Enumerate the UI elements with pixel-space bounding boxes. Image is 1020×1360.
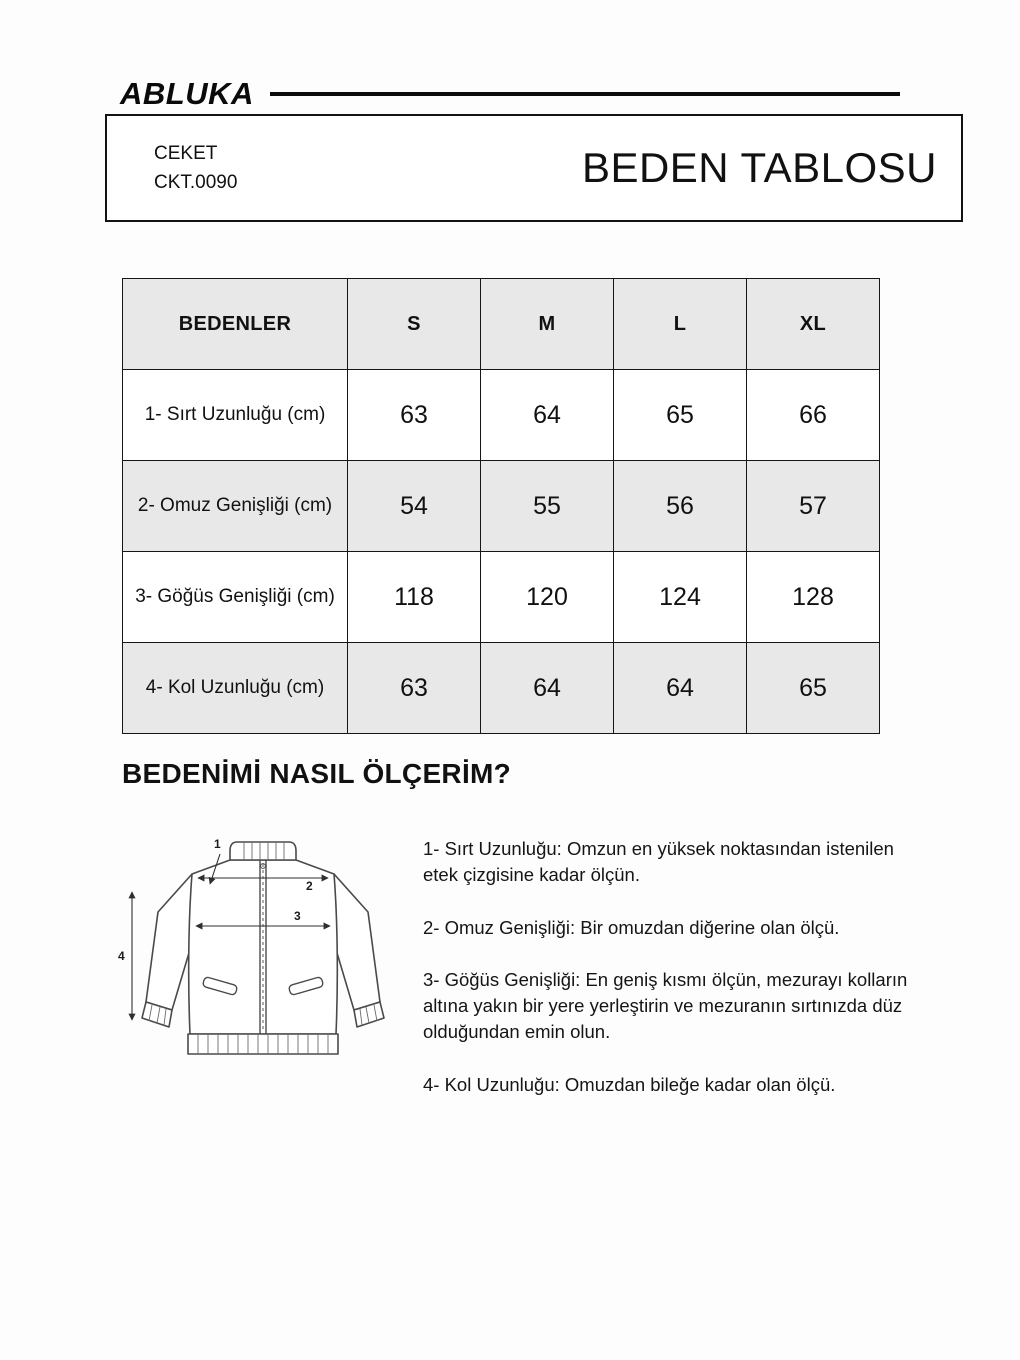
brand-rule <box>270 92 900 96</box>
size-value: 63 <box>348 370 481 461</box>
jacket-diagram-container <box>108 828 420 1110</box>
instruction-item: 4- Kol Uzunluğu: Omuzdan bileğe kadar olan ölçü. <box>423 1073 836 1095</box>
size-value: 65 <box>614 370 747 461</box>
instruction-item: 2- Omuz Genişliği: Bir omuzdan diğerine olan ölçü. <box>423 916 840 938</box>
size-value: 118 <box>348 552 481 643</box>
size-value: 66 <box>747 370 880 461</box>
title-box <box>105 114 963 222</box>
table-header-cell: S <box>348 279 481 370</box>
product-code: CKT.0090 <box>154 171 238 193</box>
table-header-cell: XL <box>747 279 880 370</box>
table-header-cell: L <box>614 279 747 370</box>
size-value: 124 <box>614 552 747 643</box>
diagram-marker-1: 1 <box>214 837 221 851</box>
size-value: 54 <box>348 461 481 552</box>
diagram-marker-4: 4 <box>118 949 125 963</box>
row-label: 1- Sırt Uzunluğu (cm) <box>123 370 348 461</box>
row-label: 4- Kol Uzunluğu (cm) <box>123 643 348 734</box>
size-value: 128 <box>747 552 880 643</box>
size-value: 64 <box>481 370 614 461</box>
size-value: 55 <box>481 461 614 552</box>
table-row <box>123 552 880 643</box>
table-row <box>123 370 880 461</box>
size-value: 56 <box>614 461 747 552</box>
diagram-marker-2: 2 <box>306 879 313 893</box>
table-header-row <box>123 279 880 370</box>
size-value: 57 <box>747 461 880 552</box>
measure-instructions <box>423 836 909 1124</box>
jacket-measurement-diagram <box>108 828 420 1110</box>
table-header-cell: M <box>481 279 614 370</box>
row-label: 2- Omuz Genişliği (cm) <box>123 461 348 552</box>
size-value: 120 <box>481 552 614 643</box>
product-info <box>154 143 237 194</box>
row-label: 3- Göğüs Genişliği (cm) <box>123 552 348 643</box>
instruction-item: 3- Göğüs Genişliği: En geniş kısmı ölçün, mezurayı kolların altına yakın bir yere yerleştirin ve mezuranın sırtınızda düz olduğundan emin olun. <box>423 968 908 1043</box>
table-row <box>123 461 880 552</box>
page-title: BEDEN TABLOSU <box>581 144 937 191</box>
size-value: 63 <box>348 643 481 734</box>
size-value: 65 <box>747 643 880 734</box>
brand-header <box>120 76 900 112</box>
table-header-cell: BEDENLER <box>123 279 348 370</box>
size-value: 64 <box>614 643 747 734</box>
instruction-item: 1- Sırt Uzunluğu: Omzun en yüksek noktasından istenilen etek çizgisine kadar ölçün. <box>423 838 894 886</box>
product-name: CEKET <box>154 142 218 164</box>
table-row <box>123 643 880 734</box>
diagram-marker-3: 3 <box>294 909 301 923</box>
measure-section-heading: BEDENİMİ NASIL ÖLÇERİM? <box>122 758 512 789</box>
size-value: 64 <box>481 643 614 734</box>
size-table <box>122 278 880 734</box>
brand-logo: ABLUKA <box>120 76 254 111</box>
